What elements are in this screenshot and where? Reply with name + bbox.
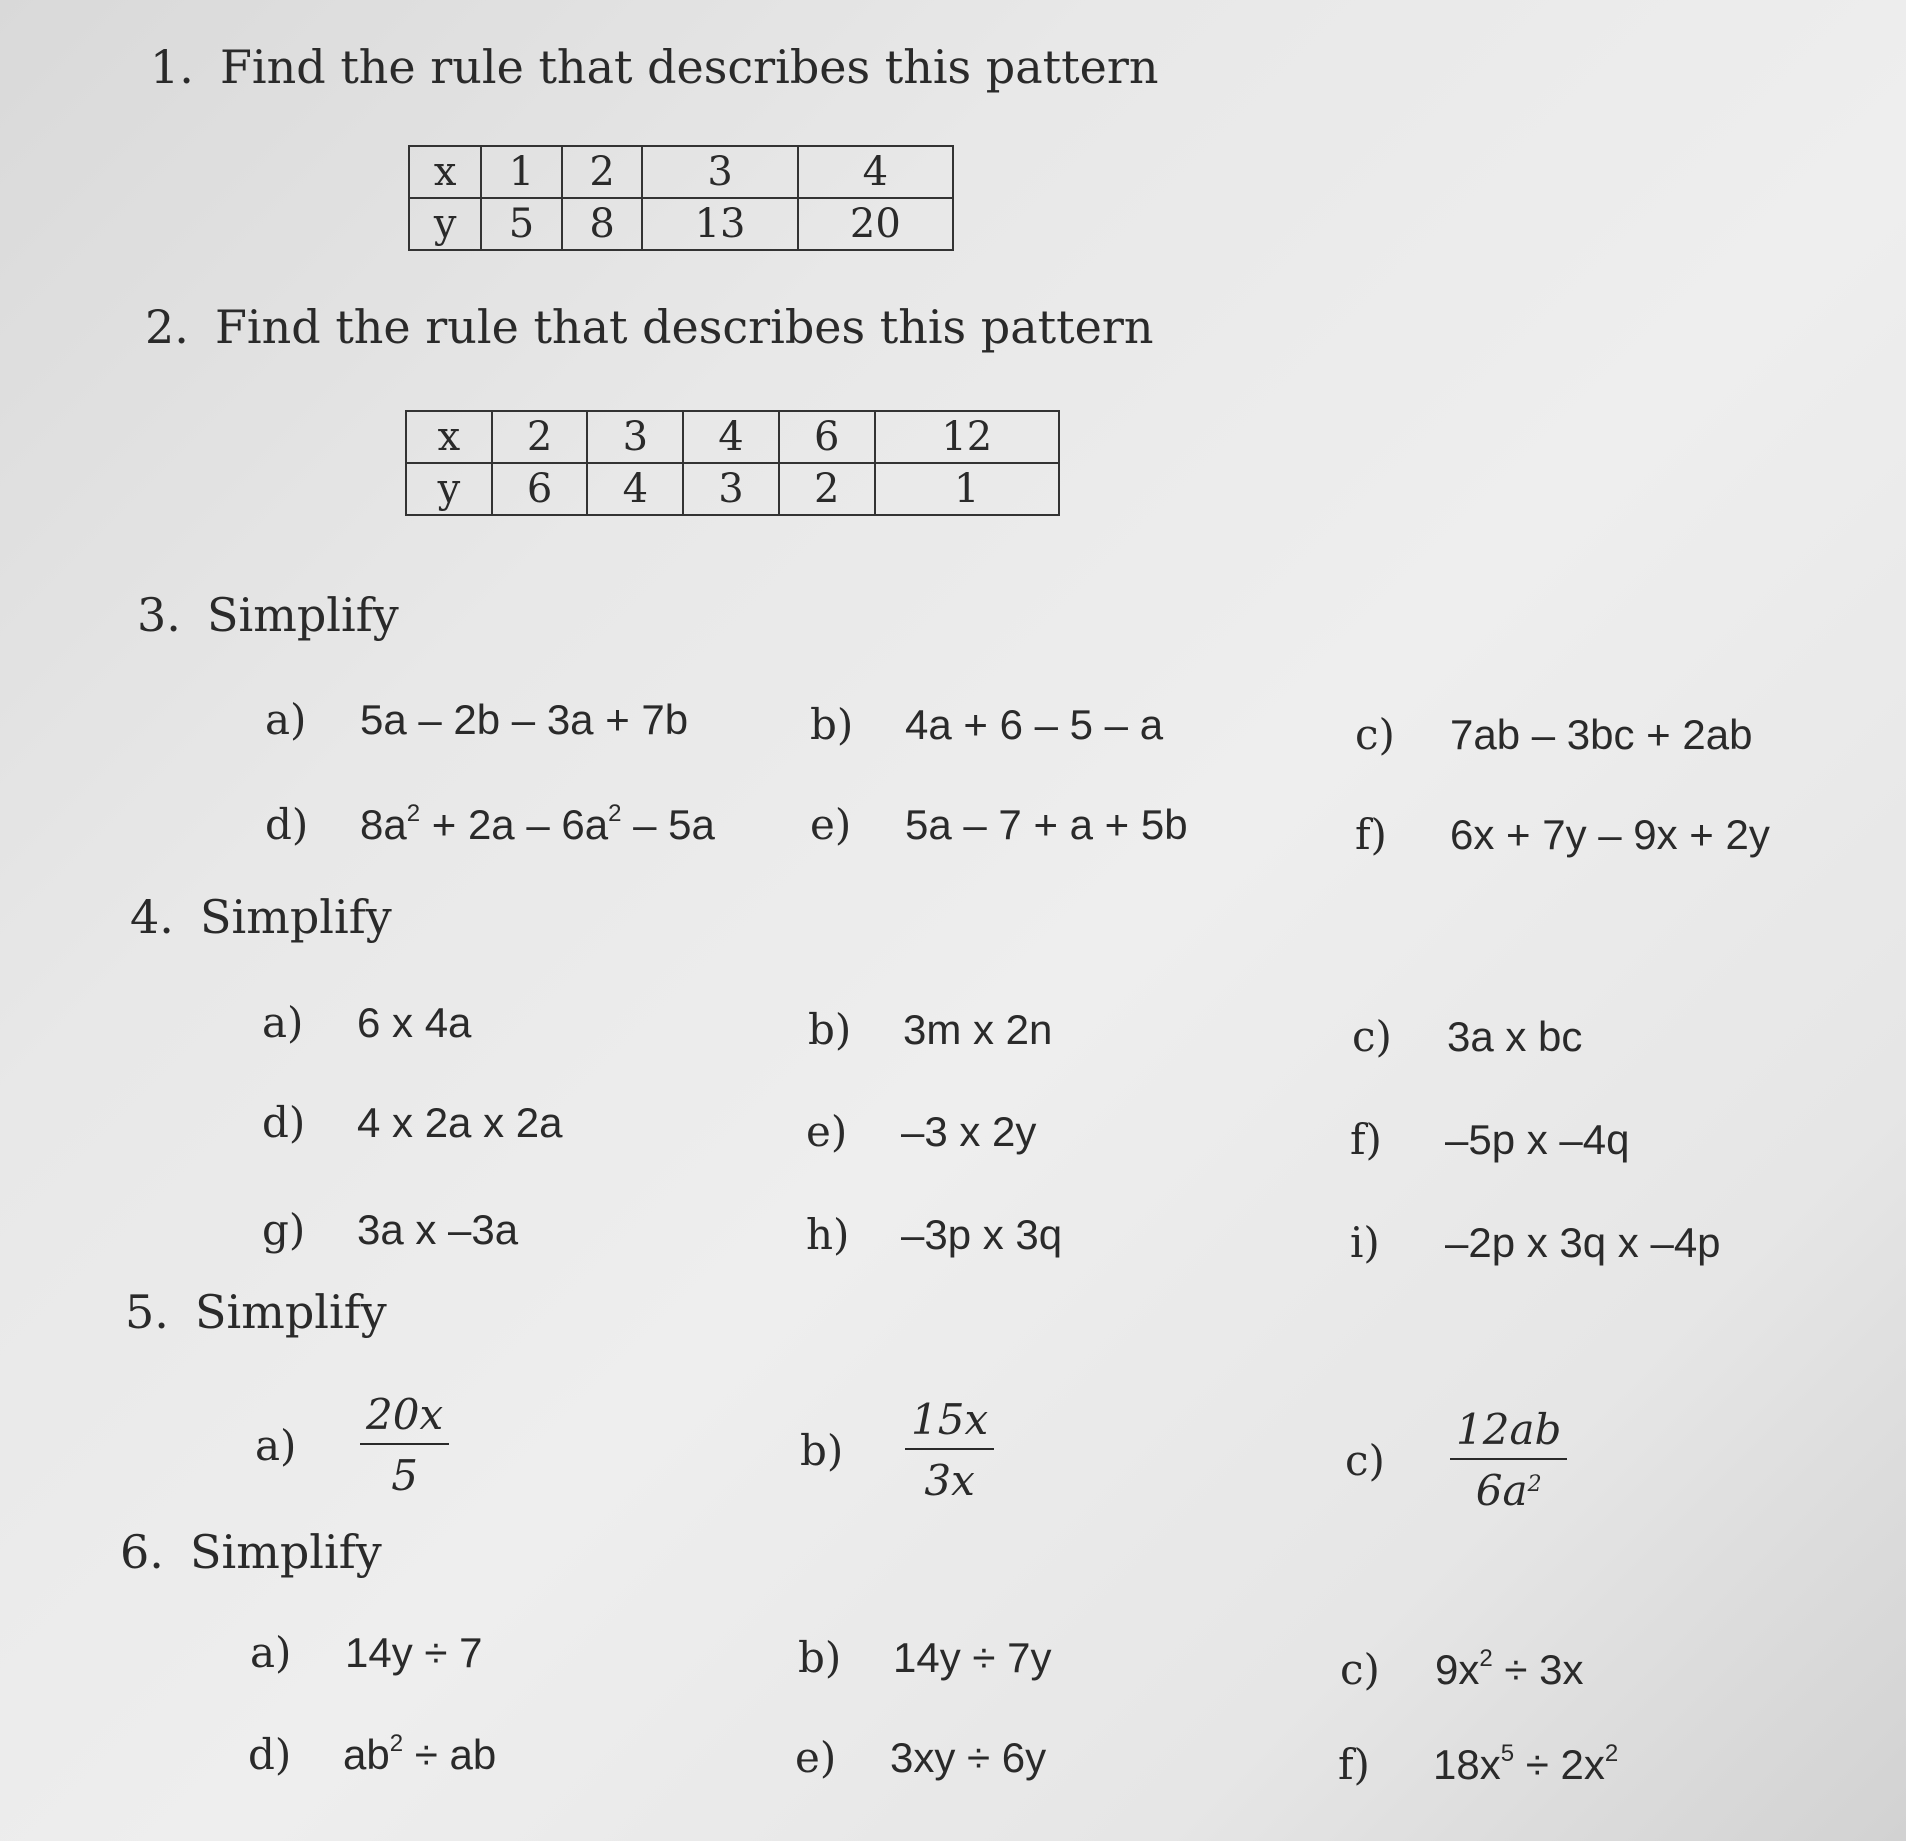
question-text: Simplify bbox=[200, 890, 392, 944]
q6-item-e bbox=[795, 1733, 1046, 1782]
item-label: g) bbox=[262, 1205, 306, 1254]
question-2-title bbox=[145, 300, 1153, 354]
numerator: 12ab bbox=[1450, 1405, 1567, 1460]
item-label: a) bbox=[255, 1420, 297, 1470]
item-expression: $9x^2 \div 3x$ bbox=[1435, 1645, 1584, 1693]
question-5-title bbox=[125, 1285, 387, 1339]
question-text: Find the rule that describes this pattern bbox=[215, 300, 1154, 354]
item-label: f) bbox=[1350, 1115, 1382, 1164]
item-label: e) bbox=[806, 1107, 848, 1156]
pattern-table-1 bbox=[408, 145, 954, 251]
item-label: e) bbox=[795, 1733, 837, 1782]
item-label: c) bbox=[1352, 1012, 1392, 1061]
question-1-title bbox=[150, 40, 1158, 94]
item-expression: –2p x 3q x –4p bbox=[1445, 1219, 1721, 1266]
fraction bbox=[360, 1390, 449, 1500]
pattern-table-2 bbox=[405, 410, 1060, 516]
q4-item-h bbox=[806, 1210, 1062, 1259]
question-number: 6. bbox=[120, 1525, 164, 1579]
item-label: b) bbox=[810, 700, 854, 749]
item-expression: –3p x 3q bbox=[901, 1211, 1063, 1258]
item-expression: 4 x 2a x 2a bbox=[357, 1099, 563, 1146]
q5-item-c bbox=[1345, 1405, 1567, 1515]
question-number: 2. bbox=[145, 300, 189, 354]
item-label: c) bbox=[1340, 1645, 1380, 1694]
item-label: d) bbox=[265, 800, 309, 849]
item-expression: 14y ÷ 7y bbox=[893, 1634, 1052, 1681]
table-cell: y bbox=[406, 463, 492, 515]
item-expression: 3a x bc bbox=[1447, 1013, 1583, 1060]
table-cell: 12 bbox=[875, 411, 1059, 463]
table-cell: x bbox=[406, 411, 492, 463]
numerator: 20x bbox=[360, 1390, 449, 1445]
q4-item-d bbox=[262, 1098, 562, 1147]
table-cell: 1 bbox=[875, 463, 1059, 515]
question-text: Find the rule that describes this pattern bbox=[220, 40, 1159, 94]
table-row-y bbox=[406, 463, 1059, 515]
table-row-y bbox=[409, 198, 953, 250]
q6-item-b bbox=[798, 1633, 1051, 1682]
item-label: f) bbox=[1338, 1740, 1370, 1789]
item-label: i) bbox=[1350, 1218, 1380, 1267]
item-label: f) bbox=[1355, 810, 1387, 859]
q3-item-b bbox=[810, 700, 1163, 749]
table-cell: 2 bbox=[562, 146, 643, 198]
question-text: Simplify bbox=[195, 1285, 387, 1339]
item-expression: –3 x 2y bbox=[901, 1108, 1037, 1155]
item-expression: $ab^2$ ÷ ab bbox=[343, 1730, 497, 1778]
q4-item-c bbox=[1352, 1012, 1582, 1061]
item-label: h) bbox=[806, 1210, 850, 1259]
numerator: 15x bbox=[905, 1395, 994, 1450]
item-label: d) bbox=[262, 1098, 306, 1147]
item-expression: 4a + 6 – 5 – a bbox=[905, 701, 1164, 748]
item-label: d) bbox=[248, 1730, 292, 1779]
q4-item-f bbox=[1350, 1115, 1630, 1164]
item-label: b) bbox=[800, 1425, 844, 1475]
item-label: c) bbox=[1345, 1435, 1385, 1485]
item-expression: 14y ÷ 7 bbox=[345, 1629, 483, 1676]
item-expression: 5a – 7 + a + 5b bbox=[905, 801, 1188, 848]
item-label: a) bbox=[262, 998, 304, 1047]
table-cell: 8 bbox=[562, 198, 643, 250]
q4-item-b bbox=[808, 1005, 1052, 1054]
table-cell: 6 bbox=[779, 411, 875, 463]
table-cell: y bbox=[409, 198, 481, 250]
q4-item-e bbox=[806, 1107, 1036, 1156]
item-label: b) bbox=[808, 1005, 852, 1054]
item-expression: 7ab – 3bc + 2ab bbox=[1450, 711, 1753, 758]
item-expression: 3xy ÷ 6y bbox=[890, 1734, 1047, 1781]
table-cell: 3 bbox=[683, 463, 779, 515]
item-expression: 6x + 7y – 9x + 2y bbox=[1450, 811, 1770, 858]
item-label: c) bbox=[1355, 710, 1395, 759]
question-text: Simplify bbox=[207, 588, 399, 642]
table-cell: 1 bbox=[481, 146, 562, 198]
item-expression: 3a x –3a bbox=[357, 1206, 519, 1253]
question-number: 1. bbox=[150, 40, 194, 94]
table-row-x bbox=[406, 411, 1059, 463]
item-expression: 5a – 2b – 3a + 7b bbox=[360, 696, 689, 743]
q5-item-b bbox=[800, 1395, 994, 1505]
item-label: a) bbox=[265, 695, 307, 744]
question-number: 5. bbox=[125, 1285, 169, 1339]
q3-item-d bbox=[265, 800, 715, 849]
q3-item-e bbox=[810, 800, 1188, 849]
q3-item-a bbox=[265, 695, 688, 744]
table-cell: 4 bbox=[683, 411, 779, 463]
q3-item-c bbox=[1355, 710, 1752, 759]
table-cell: 20 bbox=[798, 198, 953, 250]
denominator: 3x bbox=[924, 1456, 975, 1505]
fraction bbox=[1450, 1405, 1567, 1515]
table-cell: 5 bbox=[481, 198, 562, 250]
table-row-x bbox=[409, 146, 953, 198]
table-cell: x bbox=[409, 146, 481, 198]
item-label: b) bbox=[798, 1633, 842, 1682]
question-6-title bbox=[120, 1525, 382, 1579]
item-expression: $18x^5 \div 2x^2$ bbox=[1433, 1740, 1619, 1788]
question-number: 3. bbox=[137, 588, 181, 642]
table-cell: 2 bbox=[779, 463, 875, 515]
denominator: 5 bbox=[391, 1451, 418, 1500]
table-cell: 13 bbox=[642, 198, 797, 250]
item-label: a) bbox=[250, 1628, 292, 1677]
item-label: e) bbox=[810, 800, 852, 849]
question-number: 4. bbox=[130, 890, 174, 944]
q6-item-f bbox=[1338, 1740, 1618, 1789]
q4-item-g bbox=[262, 1205, 518, 1254]
denominator: $6a^2$ bbox=[1475, 1466, 1542, 1515]
q6-item-c bbox=[1340, 1645, 1583, 1694]
table-cell: 3 bbox=[587, 411, 683, 463]
table-cell: 4 bbox=[798, 146, 953, 198]
q3-item-f bbox=[1355, 810, 1770, 859]
table-cell: 2 bbox=[492, 411, 588, 463]
item-expression: 3m x 2n bbox=[903, 1006, 1053, 1053]
q6-item-a bbox=[250, 1628, 482, 1677]
q5-item-a bbox=[255, 1390, 449, 1500]
q6-item-d bbox=[248, 1730, 496, 1779]
q4-item-a bbox=[262, 998, 471, 1047]
item-expression: $8a^2 + 2a - 6a^2 - 5a$ bbox=[360, 800, 715, 848]
q4-item-i bbox=[1350, 1218, 1721, 1267]
table-cell: 3 bbox=[642, 146, 797, 198]
item-expression: 6 x 4a bbox=[357, 999, 472, 1046]
table-cell: 4 bbox=[587, 463, 683, 515]
fraction bbox=[905, 1395, 994, 1505]
question-3-title bbox=[137, 588, 399, 642]
table-cell: 6 bbox=[492, 463, 588, 515]
question-4-title bbox=[130, 890, 392, 944]
question-text: Simplify bbox=[190, 1525, 382, 1579]
item-expression: –5p x –4q bbox=[1445, 1116, 1630, 1163]
